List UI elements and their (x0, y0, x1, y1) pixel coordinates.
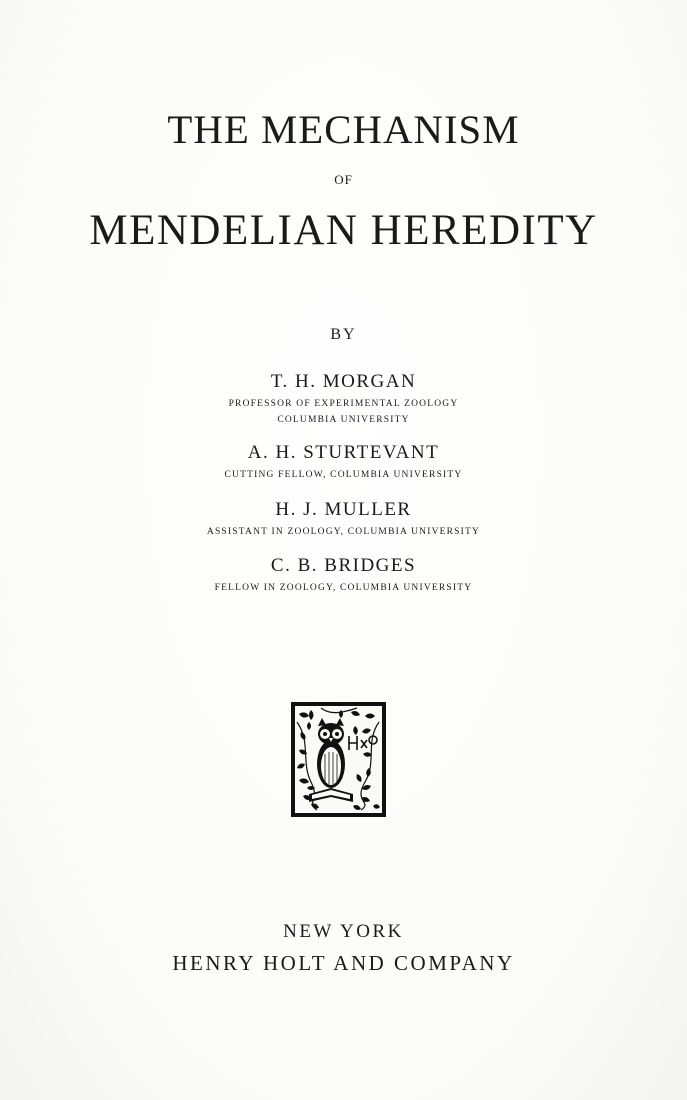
imprint-city: NEW YORK (283, 921, 404, 942)
owl-on-book-icon (291, 702, 386, 817)
author-affiliation: ASSISTANT IN ZOOLOGY, COLUMBIA UNIVERSITY (206, 527, 481, 537)
author-name: T. H. MORGAN (270, 371, 417, 392)
byline: BY (330, 326, 357, 343)
author-name: H. J. MULLER (275, 499, 412, 520)
author-name: A. H. STURTEVANT (247, 442, 440, 463)
author-affiliation: CUTTING FELLOW, COLUMBIA UNIVERSITY (224, 470, 463, 480)
imprint-publisher: HENRY HOLT AND COMPANY (172, 951, 515, 975)
title-connector: OF (334, 172, 353, 187)
author-affiliation: PROFESSOR OF EXPERIMENTAL ZOOLOGY (228, 399, 459, 409)
author-name: C. B. BRIDGES (270, 555, 417, 576)
title-line-1: THE MECHANISM (167, 107, 520, 152)
author-affiliation: COLUMBIA UNIVERSITY (277, 415, 410, 425)
title-line-2: MENDELIAN HEREDITY (89, 207, 598, 254)
author-affiliation: FELLOW IN ZOOLOGY, COLUMBIA UNIVERSITY (214, 583, 473, 593)
